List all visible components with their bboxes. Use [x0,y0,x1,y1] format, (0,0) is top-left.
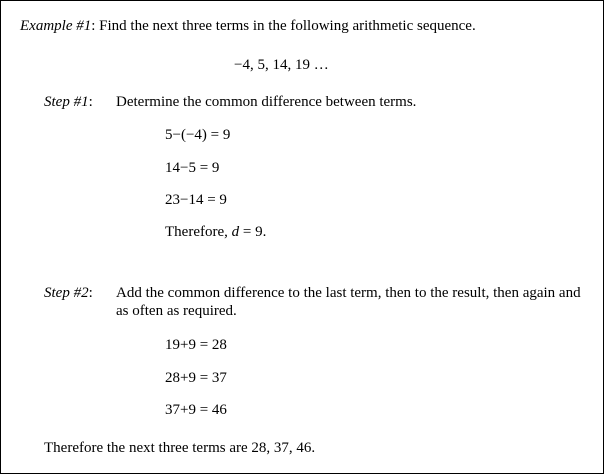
conclusion-prefix: Therefore, [165,224,232,240]
conclusion-suffix: = 9. [239,224,267,240]
step2-label: Step #2 [44,285,89,301]
step1-conclusion [165,223,266,241]
example-label: Example #1 [20,18,92,34]
step1-text: Determine the common difference between terms. [116,94,417,110]
step2-text: Add the common difference to the last term, then to the result, then again and as often as required. [116,285,581,319]
step2-equation-2: 28+9 = 37 [165,370,227,386]
step1-colon: : [88,94,93,110]
step2-colon: : [88,285,93,301]
example-colon: : [91,18,96,34]
step1-equation-1: 5−(−4) = 9 [165,127,231,143]
final-statement: Therefore the next three terms are 28, 37, 46. [44,440,316,456]
step1-label: Step #1 [44,94,89,110]
step2-equation-1: 19+9 = 28 [165,337,227,353]
sequence: −4, 5, 14, 19 … [234,57,329,73]
step1-heading [44,93,93,111]
conclusion-variable: d [231,224,240,240]
step1-equation-2: 14−5 = 9 [165,160,220,176]
step2-equation-3: 37+9 = 46 [165,402,227,418]
example-line [20,17,476,35]
step2-heading [44,284,93,302]
example-prompt: Find the next three terms in the following arithmetic sequence. [99,18,476,34]
step1-equation-3: 23−14 = 9 [165,192,227,208]
